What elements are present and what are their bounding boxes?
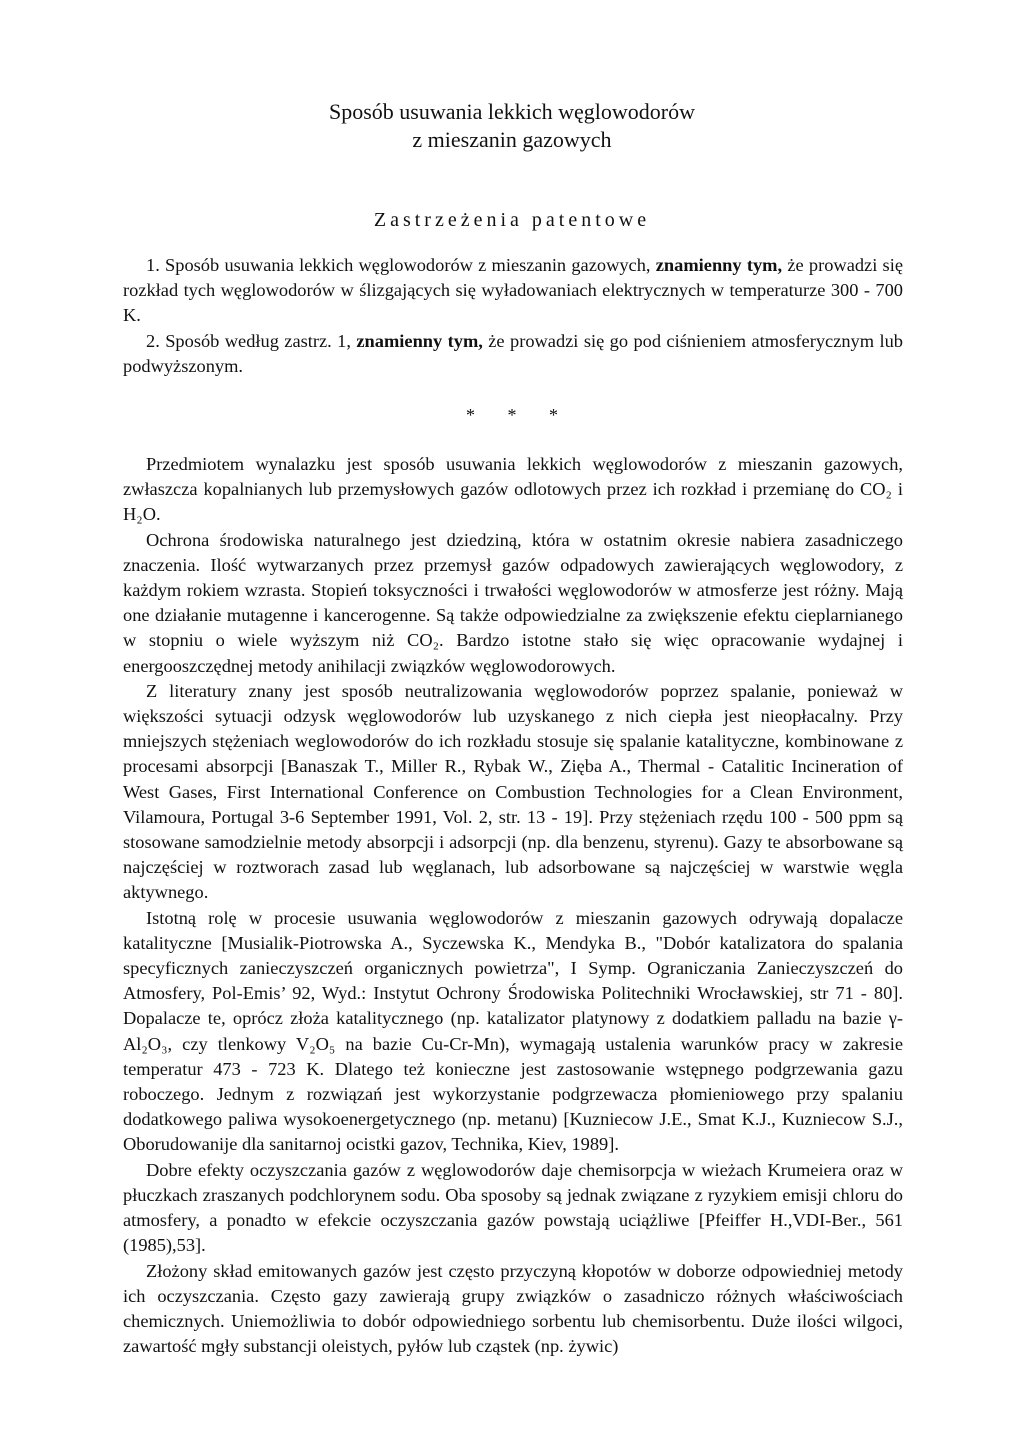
claim-1-key-phrase: znamienny tym, <box>655 255 783 275</box>
description-section <box>123 452 903 1359</box>
paragraph-1: Przedmiotem wynalazku jest sposób usuwania lekkich węglowodorów z mieszanin gazowych, zwłaszcza kopalnianych lub przemysłowych gazów odlotowych przez ich rozkład i przemianę do CO₂ i H₂O. <box>123 454 903 525</box>
claim-2-text-b: że prowadzi się go pod ciśnieniem atmosferycznym lub podwyższonym. <box>123 330 903 376</box>
claim-2-text-a: 2. Sposób według zastrz. 1, <box>146 330 351 351</box>
section-separator: * * * <box>466 405 572 425</box>
title-line-1: Sposób usuwania lekkich węglowodorów <box>328 99 695 124</box>
claim-2-key-phrase: znamienny tym, <box>356 330 483 351</box>
claim-1-text-a: 1. Sposób usuwania lekkich węglowodorów z mieszanin gazowych, <box>146 255 651 275</box>
paragraph-6: Złożony skład emitowanych gazów jest często przyczyną kłopotów w doborze odpowiedniej metody ich oczyszczania. Często gazy zawierają grupy związków o zasadniczo różnych właściwościach chemicznych. Uniemożliwia to dobór odpowiedniego sorbentu lub chemisorbentu. Duże ilości wilgoci, zawartość mgły substancji oleistych, pyłów lub cząstek (np. żywic) <box>123 1260 903 1357</box>
claim-1-text-b: że prowadzi się rozkład tych węglowodorów w ślizgających się wyładowaniach elektrycznych w temperaturze 300 - 700 K. <box>123 255 903 326</box>
paragraph-3: Z literatury znany jest sposób neutralizowania węglowodorów poprzez spalanie, ponieważ w większości sytuacji odzysk węglowodorów lub uzyskanego z nich ciepła jest nieopłacalny. Przy mniejszych stężeniach weglowodorów do ich rozkładu stosuje się spalanie katalityczne, kombinowane z procesami absorpcji [Banaszak T., Miller R., Rybak W., Zięba A., Thermal - Catalitic Incineration of West Gases, First International Conference on Combustion Technologies for a Clean Environment, Vilamoura, Portugal 3-6 September 1991, Vol. 2, str. 13 - 19]. Przy stężeniach rzędu 100 - 500 ppm są stosowane samodzielnie metody absorpcji i adsorpcji (np. dla benzenu, styrenu). Gazy te absorbowane są najczęściej w roztworach zasad lub węglanach, lub adsorbowane są najczęściej w warstwie węgla aktywnego. <box>123 680 903 903</box>
claims-section <box>123 253 903 379</box>
claim-2 <box>123 329 903 379</box>
claim-1 <box>123 253 903 329</box>
paragraph-4: Istotną rolę w procesie usuwania węglowodorów z mieszanin gazowych odrywają dopalacze katalityczne [Musialik-Piotrowska A., Syczewska K., Mendyka B., "Dobór katalizatora do spalania specyficznych zanieczyszczeń organicznych powietrza", I Symp. Ograniczania Zanieczyszczeń do Atmosfery, Pol-Emis’ 92, Wyd.: Instytut Ochrony Środowiska Politechniki Wrocławskiej, str 71 - 80]. Dopalacze te, oprócz złoża katalitycznego (np. katalizator platynowy z dodatkiem palladu na bazie γ-Al₂O₃, czy tlenkowy V₂O₅ na bazie Cu-Cr-Mn), wymagają ustalenia warunków pracy w zakresie temperatur 473 - 723 K. Dlatego też konieczne jest zastosowanie wstępnego podgrzewania gazu roboczego. Jednym z rozwiązań jest wykorzystanie podgrzewacza płomieniowego przy spalaniu dodatkowego paliwa wysokoenergetycznego (np. metanu) [Kuzniecow J.E., Smat K.J., Kuzniecow S.J., Oborudowanije dla sanitarnoj ocistki gazov, Technika, Kiev, 1989]. <box>123 907 903 1155</box>
paragraph-2: Ochrona środowiska naturalnego jest dziedziną, która w ostatnim okresie nabiera zasadniczego znaczenia. Ilość wytwarzanych przez przemysł gazów odpadowych zawierających węglowodory, z każdym rokiem wzrasta. Stopień toksyczności i trwałości węglowodorów w atmosferze jest różny. Mają one działanie mutagenne i kancerogenne. Są także odpowiedzialne za zwiększenie efektu cieplarnianego w stopniu o wiele wyższym niż CO₂. Bardzo istotne stało się więc opracowanie wydajnej i energooszczędnej metody anihilacji związków węglowodorowych. <box>123 529 903 676</box>
title-line-2: z mieszanin gazowych <box>412 127 612 152</box>
paragraph-5: Dobre efekty oczyszczania gazów z węglowodorów daje chemisorpcja w wieżach Krumeiera oraz w płuczkach zraszanych podchlorynem sodu. Oba sposoby są jednak związane z ryzykiem emisji chloru do atmosfery, a ponadto w efekcie oczyszczania gazów powstają uciążliwe [Pfeiffer H.,VDI-Ber., 561 (1985),53]. <box>123 1159 903 1256</box>
claims-heading: Zastrzeżenia patentowe <box>373 209 651 231</box>
